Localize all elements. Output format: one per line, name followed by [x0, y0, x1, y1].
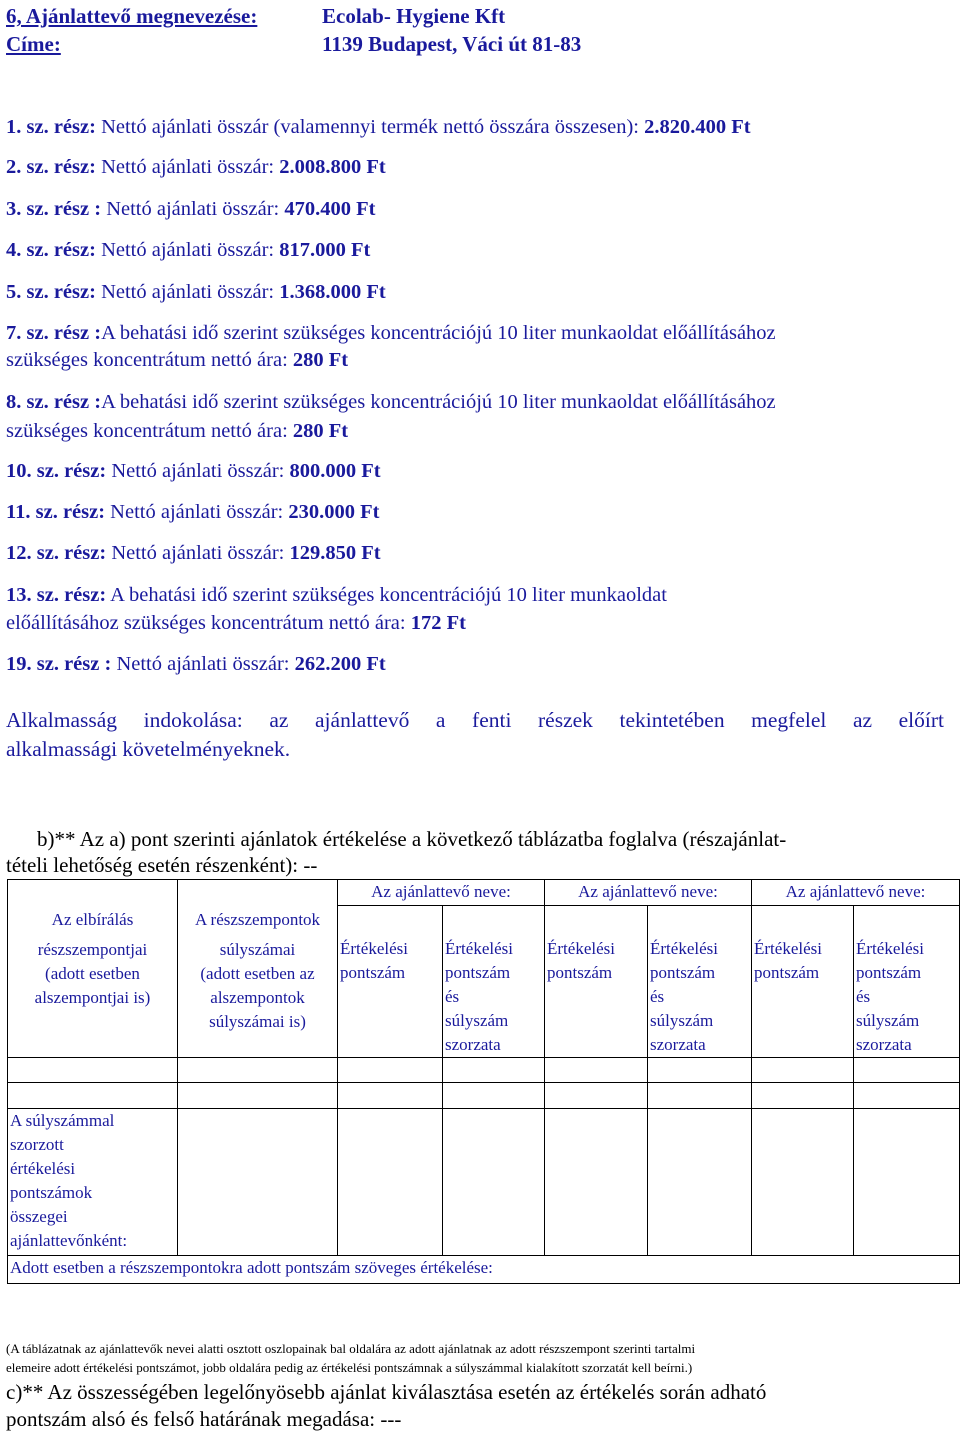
score-header-1: Értékelési pontszám — [338, 906, 443, 1058]
address-value: 1139 Budapest, Váci út 81-83 — [322, 32, 582, 56]
part-line-1: 1. sz. rész: Nettó ajánlati összár (valamennyi termék nettó összára összesen): 2.820.400 Ft — [6, 116, 751, 138]
part-line-2: 2. sz. rész: Nettó ajánlati összár: 2.008.800 Ft — [6, 156, 386, 178]
weighted-sum-label: A súlyszámmal szorzott értékelési pontszámok összegei ajánlattevőnként: — [8, 1109, 178, 1256]
part-line-13: 13. sz. rész: A behatási idő szerint szükséges koncentrációjú 10 liter munkaoldat — [6, 584, 667, 606]
part-line-8: 8. sz. rész :A behatási idő szerint szükséges koncentrációjú 10 liter munkaoldat előállításához — [6, 391, 776, 413]
weighted-header-3: Értékelési pontszám és súlyszám szorzata — [854, 906, 960, 1058]
score-header-3: Értékelési pontszám — [752, 906, 854, 1058]
bidder-name-header-2: Az ajánlattevő neve: — [545, 880, 752, 906]
section-c-line-1: c)** Az összességében legelőnyösebb ajánlat kiválasztása esetén az értékelés során adható — [6, 1380, 767, 1404]
section-b-line-1: b)** Az a) pont szerinti ajánlatok értékelése a következő táblázatba foglalva (részajánlat- — [37, 827, 787, 851]
score-header-2: Értékelési pontszám — [545, 906, 648, 1058]
bidder-name-header-3: Az ajánlattevő neve: — [752, 880, 960, 906]
evaluation-table — [7, 879, 960, 1284]
weighted-header-1: Értékelési pontszám és súlyszám szorzata — [443, 906, 545, 1058]
part-line-19: 19. sz. rész : Nettó ajánlati összár: 262.200 Ft — [6, 653, 386, 675]
weighted-sum-row — [8, 1109, 960, 1256]
part-line-7-cont: szükséges koncentrátum nettó ára: 280 Ft — [6, 349, 349, 371]
bidder-name-header-1: Az ajánlattevő neve: — [338, 880, 545, 906]
table-footnote-1: (A táblázatnak az ajánlattevők nevei alatti osztott oszlopainak bal oldalára az adott ajánlatnak az adott részszempont szerinti tartalmi — [6, 1341, 696, 1356]
table-footnote-2: elemeire adott értékelési pontszámot, jobb oldalára pedig az értékelési pontszámnak a súlyszámmal kialakított szorzatát kell beírni.) — [6, 1360, 693, 1375]
part-line-11: 11. sz. rész: Nettó ajánlati összár: 230.000 Ft — [6, 501, 380, 523]
bidder-name-label: 6, Ajánlattevő megnevezése: — [6, 4, 258, 28]
part-line-10: 10. sz. rész: Nettó ajánlati összár: 800.000 Ft — [6, 460, 381, 482]
section-c-line-2: pontszám alsó és felső határának megadása: --- — [6, 1407, 402, 1431]
part-line-5: 5. sz. rész: Nettó ajánlati összár: 1.368.000 Ft — [6, 281, 386, 303]
weight-header: A részszempontok súlyszámai (adott esetben az alszempontok súlyszámai is) — [178, 906, 338, 1058]
part-line-8-cont: szükséges koncentrátum nettó ára: 280 Ft — [6, 420, 349, 442]
table-header-row — [8, 880, 960, 906]
table-row — [8, 1083, 960, 1109]
address-label: Címe: — [6, 32, 61, 56]
suitability-text: Alkalmasság indokolása: az ajánlattevő a fenti részek tekintetében megfelel az előírt alkalmassági követelményeknek. — [6, 708, 944, 761]
part-line-7: 7. sz. rész :A behatási idő szerint szükséges koncentrációjú 10 liter munkaoldat előállításához — [6, 322, 776, 344]
table-subheader-row — [8, 906, 960, 1058]
text-evaluation-row — [8, 1256, 960, 1284]
criteria-header: Az elbírálás részszempontjai (adott esetben alszempontjai is) — [8, 906, 178, 1058]
table-row — [8, 1058, 960, 1083]
part-line-4: 4. sz. rész: Nettó ajánlati összár: 817.000 Ft — [6, 239, 371, 261]
text-evaluation-label: Adott esetben a részszempontokra adott pontszám szöveges értékelése: — [8, 1256, 960, 1284]
weighted-header-2: Értékelési pontszám és súlyszám szorzata — [648, 906, 752, 1058]
part-line-13-cont: előállításához szükséges koncentrátum nettó ára: 172 Ft — [6, 612, 466, 634]
section-b-line-2: tételi lehetőség esetén részenként): -- — [6, 853, 318, 877]
bidder-name-value: Ecolab- Hygiene Kft — [322, 4, 506, 28]
part-line-3: 3. sz. rész : Nettó ajánlati összár: 470.400 Ft — [6, 198, 376, 220]
part-line-12: 12. sz. rész: Nettó ajánlati összár: 129.850 Ft — [6, 542, 381, 564]
